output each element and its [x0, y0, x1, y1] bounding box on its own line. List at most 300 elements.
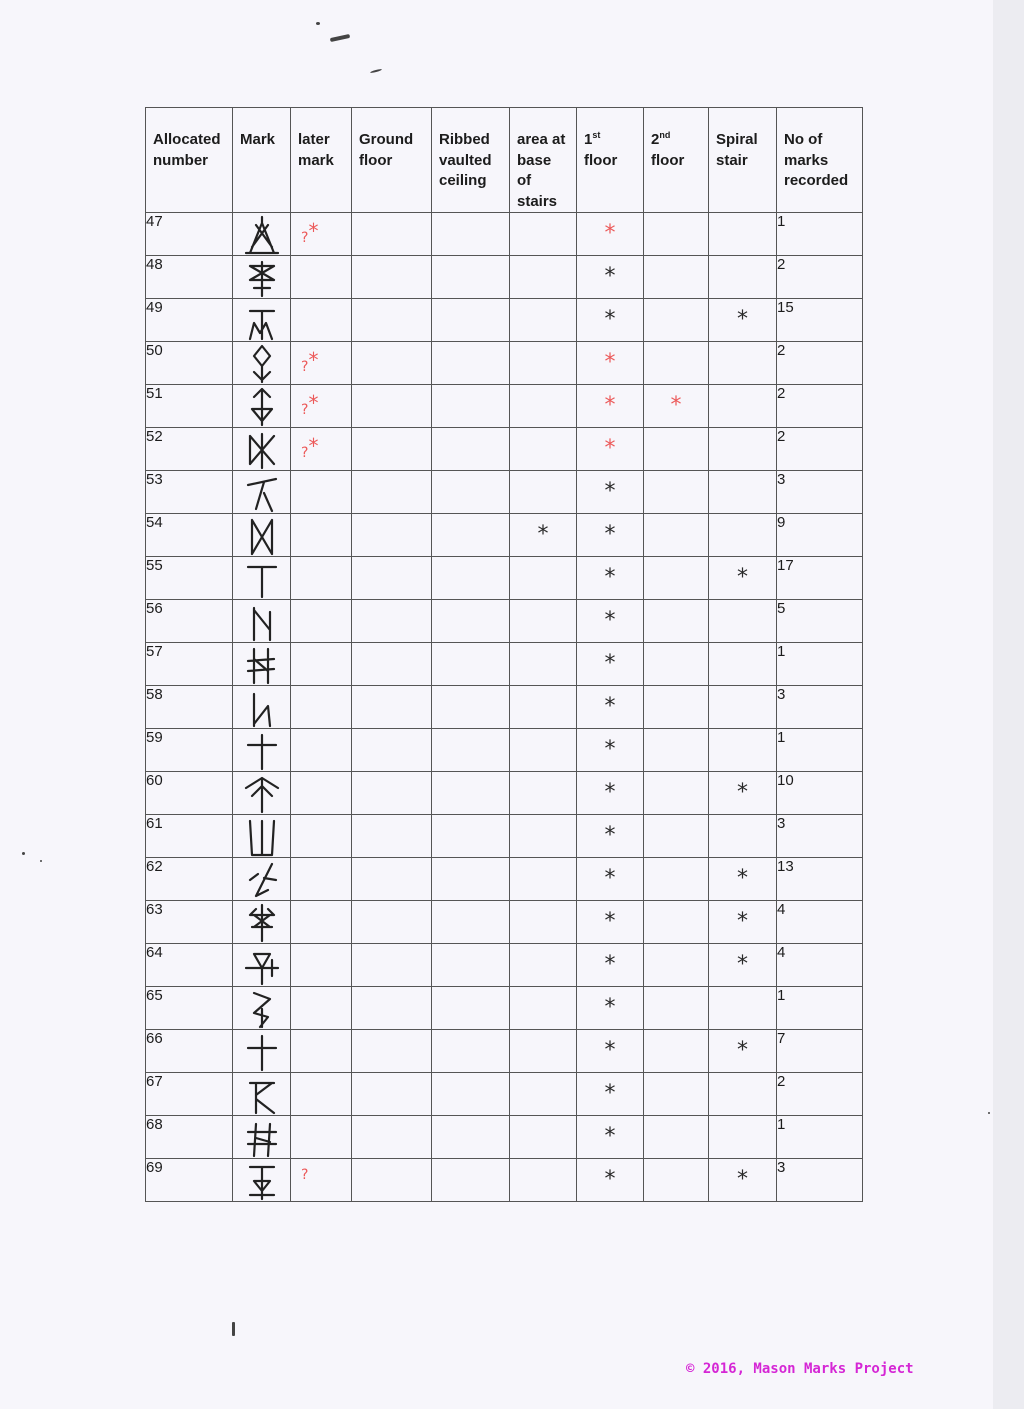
base-of-stairs-cell: [510, 428, 577, 471]
mark-cell: [233, 514, 291, 557]
allocated-number: 54: [146, 514, 233, 557]
mason-mark-67-icon: [233, 1075, 290, 1115]
mason-mark-58-icon: [233, 688, 290, 728]
ground-floor-cell: [352, 815, 432, 858]
later-mark-annotation: ?*: [301, 219, 319, 246]
marks-recorded: 1: [777, 987, 863, 1030]
base-of-stairs-cell: [510, 686, 577, 729]
spiral-stair-cell: [709, 342, 777, 385]
spiral-stair-cell: [709, 557, 777, 600]
asterisk-black-icon: *: [604, 264, 616, 289]
first-floor-cell: [577, 514, 644, 557]
asterisk-black-icon: *: [737, 780, 748, 805]
later-mark-cell: [291, 686, 352, 729]
table-row: [146, 815, 863, 858]
asterisk-black-icon: *: [604, 522, 616, 547]
ribbed-ceiling-cell: [432, 987, 510, 1030]
ground-floor-cell: [352, 428, 432, 471]
ground-floor-cell: [352, 858, 432, 901]
ground-floor-cell: [352, 1030, 432, 1073]
ground-floor-cell: [352, 1159, 432, 1202]
later-mark-cell: [291, 514, 352, 557]
allocated-number: 69: [146, 1159, 233, 1202]
later-mark-cell: [291, 213, 352, 256]
first-floor-cell: [577, 858, 644, 901]
marks-recorded: 2: [777, 1073, 863, 1116]
second-floor-cell: [644, 514, 709, 557]
header-allocated-number: Allocated number: [146, 108, 233, 213]
ribbed-ceiling-cell: [432, 299, 510, 342]
later-mark-cell: [291, 944, 352, 987]
second-floor-cell: [644, 471, 709, 514]
marks-recorded: 3: [777, 686, 863, 729]
table-row: [146, 1159, 863, 1202]
first-floor-cell: [577, 987, 644, 1030]
ribbed-ceiling-cell: [432, 557, 510, 600]
later-mark-cell: [291, 643, 352, 686]
table-row: [146, 342, 863, 385]
marks-recorded: 1: [777, 1116, 863, 1159]
spiral-stair-cell: [709, 686, 777, 729]
ribbed-ceiling-cell: [432, 428, 510, 471]
later-mark-cell: [291, 1159, 352, 1202]
marks-recorded: 2: [777, 256, 863, 299]
ribbed-ceiling-cell: [432, 1116, 510, 1159]
base-of-stairs-cell: [510, 385, 577, 428]
first-floor-cell: [577, 729, 644, 772]
header-later-mark: later mark: [291, 108, 352, 213]
table-row: [146, 385, 863, 428]
marks-recorded: 1: [777, 643, 863, 686]
asterisk-red-icon: *: [604, 221, 616, 246]
header-mark: Mark: [233, 108, 291, 213]
mason-mark-60-icon: [233, 774, 290, 814]
spiral-stair-cell: [709, 600, 777, 643]
ribbed-ceiling-cell: [432, 385, 510, 428]
spiral-stair-cell: [709, 1116, 777, 1159]
second-floor-cell: [644, 1159, 709, 1202]
base-of-stairs-cell: [510, 557, 577, 600]
mason-mark-65-icon: [233, 989, 290, 1029]
base-of-stairs-cell: [510, 858, 577, 901]
allocated-number: 59: [146, 729, 233, 772]
table-row: [146, 987, 863, 1030]
first-floor-cell: [577, 1030, 644, 1073]
mason-mark-47-icon: [233, 215, 290, 255]
later-mark-cell: [291, 256, 352, 299]
asterisk-red-icon: *: [604, 350, 616, 375]
base-of-stairs-cell: [510, 256, 577, 299]
allocated-number: 56: [146, 600, 233, 643]
first-floor-cell: [577, 1073, 644, 1116]
ground-floor-cell: [352, 385, 432, 428]
allocated-number: 57: [146, 643, 233, 686]
allocated-number: 55: [146, 557, 233, 600]
mark-cell: [233, 987, 291, 1030]
allocated-number: 58: [146, 686, 233, 729]
marks-recorded: 1: [777, 213, 863, 256]
base-of-stairs-cell: [510, 643, 577, 686]
scan-edge: [993, 0, 1024, 1409]
mark-cell: [233, 600, 291, 643]
asterisk-black-icon: *: [604, 1124, 616, 1149]
ribbed-ceiling-cell: [432, 1073, 510, 1116]
asterisk-black-icon: *: [737, 307, 748, 332]
ground-floor-cell: [352, 901, 432, 944]
second-floor-cell: [644, 772, 709, 815]
first-floor-cell: [577, 901, 644, 944]
asterisk-black-icon: *: [604, 651, 616, 676]
spiral-stair-cell: [709, 471, 777, 514]
ground-floor-cell: [352, 643, 432, 686]
spiral-stair-cell: [709, 772, 777, 815]
marks-recorded: 13: [777, 858, 863, 901]
later-mark-cell: [291, 987, 352, 1030]
second-floor-cell: [644, 686, 709, 729]
ribbed-ceiling-cell: [432, 600, 510, 643]
mark-cell: [233, 385, 291, 428]
spiral-stair-cell: [709, 987, 777, 1030]
header-area-at-base-of-stairs: area at base of stairs: [510, 108, 577, 213]
ground-floor-cell: [352, 299, 432, 342]
asterisk-black-icon: *: [737, 1167, 748, 1192]
marks-recorded: 1: [777, 729, 863, 772]
ground-floor-cell: [352, 213, 432, 256]
first-floor-cell: [577, 1159, 644, 1202]
asterisk-black-icon: *: [604, 694, 616, 719]
spiral-stair-cell: [709, 815, 777, 858]
mason-mark-54-icon: [233, 516, 290, 556]
allocated-number: 61: [146, 815, 233, 858]
ground-floor-cell: [352, 944, 432, 987]
base-of-stairs-cell: [510, 815, 577, 858]
asterisk-black-icon: *: [604, 565, 616, 590]
later-mark-cell: [291, 858, 352, 901]
spiral-stair-cell: [709, 901, 777, 944]
asterisk-black-icon: *: [737, 866, 748, 891]
later-mark-annotation: ?*: [301, 434, 319, 461]
ribbed-ceiling-cell: [432, 471, 510, 514]
later-mark-cell: [291, 557, 352, 600]
ribbed-ceiling-cell: [432, 643, 510, 686]
ribbed-ceiling-cell: [432, 1159, 510, 1202]
ground-floor-cell: [352, 729, 432, 772]
mark-cell: [233, 643, 291, 686]
first-floor-cell: [577, 944, 644, 987]
mark-cell: [233, 1159, 291, 1202]
later-mark-cell: [291, 299, 352, 342]
mark-cell: [233, 299, 291, 342]
mason-mark-57-icon: [233, 645, 290, 685]
asterisk-black-icon: *: [604, 1081, 616, 1106]
mark-cell: [233, 944, 291, 987]
first-floor-cell: [577, 428, 644, 471]
later-mark-cell: [291, 901, 352, 944]
table-row: [146, 858, 863, 901]
asterisk-black-icon: *: [737, 565, 748, 590]
later-mark-cell: [291, 772, 352, 815]
spiral-stair-cell: [709, 385, 777, 428]
allocated-number: 63: [146, 901, 233, 944]
allocated-number: 67: [146, 1073, 233, 1116]
table-row: [146, 686, 863, 729]
ribbed-ceiling-cell: [432, 342, 510, 385]
later-mark-cell: [291, 385, 352, 428]
ribbed-ceiling-cell: [432, 729, 510, 772]
first-floor-cell: [577, 299, 644, 342]
allocated-number: 66: [146, 1030, 233, 1073]
later-mark-cell: [291, 815, 352, 858]
second-floor-cell: [644, 944, 709, 987]
table-row: [146, 557, 863, 600]
header-ground-floor: Ground floor: [352, 108, 432, 213]
table-row: [146, 944, 863, 987]
first-floor-cell: [577, 643, 644, 686]
spiral-stair-cell: [709, 299, 777, 342]
marks-recorded: 17: [777, 557, 863, 600]
base-of-stairs-cell: [510, 299, 577, 342]
mason-mark-62-icon: [233, 860, 290, 900]
table-row: [146, 600, 863, 643]
first-floor-cell: [577, 1116, 644, 1159]
second-floor-cell: [644, 299, 709, 342]
mason-mark-69-icon: [233, 1161, 290, 1201]
first-floor-cell: [577, 772, 644, 815]
second-floor-cell: [644, 729, 709, 772]
second-floor-cell: [644, 385, 709, 428]
asterisk-red-icon: *: [604, 393, 616, 418]
later-mark-annotation: ?*: [301, 391, 319, 418]
spiral-stair-cell: [709, 729, 777, 772]
later-mark-annotation: ?*: [301, 348, 319, 375]
first-floor-cell: [577, 342, 644, 385]
ribbed-ceiling-cell: [432, 858, 510, 901]
table-row: [146, 729, 863, 772]
spiral-stair-cell: [709, 514, 777, 557]
asterisk-red-icon: *: [670, 393, 682, 418]
allocated-number: 62: [146, 858, 233, 901]
asterisk-black-icon: *: [604, 737, 616, 762]
asterisk-black-icon: *: [604, 1038, 616, 1063]
allocated-number: 50: [146, 342, 233, 385]
mark-cell: [233, 772, 291, 815]
asterisk-black-icon: *: [604, 952, 616, 977]
ground-floor-cell: [352, 471, 432, 514]
second-floor-cell: [644, 987, 709, 1030]
later-mark-cell: [291, 600, 352, 643]
table-row: [146, 428, 863, 471]
base-of-stairs-cell: [510, 471, 577, 514]
later-mark-cell: [291, 729, 352, 772]
ground-floor-cell: [352, 342, 432, 385]
mark-cell: [233, 729, 291, 772]
table-row: [146, 772, 863, 815]
asterisk-black-icon: *: [604, 1167, 616, 1192]
ground-floor-cell: [352, 256, 432, 299]
allocated-number: 68: [146, 1116, 233, 1159]
asterisk-black-icon: *: [604, 479, 616, 504]
later-mark-cell: [291, 428, 352, 471]
ribbed-ceiling-cell: [432, 256, 510, 299]
mark-cell: [233, 901, 291, 944]
asterisk-black-icon: *: [537, 522, 549, 547]
base-of-stairs-cell: [510, 600, 577, 643]
mark-cell: [233, 1030, 291, 1073]
ground-floor-cell: [352, 514, 432, 557]
second-floor-cell: [644, 643, 709, 686]
table-row: [146, 471, 863, 514]
mason-mark-66-icon: [233, 1032, 290, 1072]
table-row: [146, 213, 863, 256]
marks-recorded: 7: [777, 1030, 863, 1073]
table-row: [146, 1030, 863, 1073]
allocated-number: 48: [146, 256, 233, 299]
ground-floor-cell: [352, 1073, 432, 1116]
asterisk-black-icon: *: [604, 909, 616, 934]
mason-mark-63-icon: [233, 903, 290, 943]
second-floor-cell: [644, 342, 709, 385]
base-of-stairs-cell: [510, 1073, 577, 1116]
first-floor-cell: [577, 815, 644, 858]
base-of-stairs-cell: [510, 772, 577, 815]
second-floor-cell: [644, 1073, 709, 1116]
mason-mark-55-icon: [233, 559, 290, 599]
marks-recorded: 4: [777, 901, 863, 944]
allocated-number: 47: [146, 213, 233, 256]
ground-floor-cell: [352, 600, 432, 643]
second-floor-cell: [644, 815, 709, 858]
marks-recorded: 3: [777, 471, 863, 514]
mason-marks-table: [145, 107, 863, 1202]
allocated-number: 53: [146, 471, 233, 514]
table-row: [146, 1073, 863, 1116]
second-floor-cell: [644, 557, 709, 600]
marks-recorded: 4: [777, 944, 863, 987]
mason-mark-61-icon: [233, 817, 290, 857]
mark-cell: [233, 471, 291, 514]
base-of-stairs-cell: [510, 729, 577, 772]
mason-mark-49-icon: [233, 301, 290, 341]
second-floor-cell: [644, 600, 709, 643]
mark-cell: [233, 256, 291, 299]
later-mark-cell: [291, 471, 352, 514]
asterisk-black-icon: *: [604, 866, 616, 891]
mark-cell: [233, 213, 291, 256]
spiral-stair-cell: [709, 1159, 777, 1202]
header-row: [146, 108, 863, 213]
marks-recorded: 2: [777, 342, 863, 385]
spiral-stair-cell: [709, 213, 777, 256]
mason-mark-68-icon: [233, 1118, 290, 1158]
allocated-number: 65: [146, 987, 233, 1030]
first-floor-cell: [577, 686, 644, 729]
first-floor-cell: [577, 385, 644, 428]
later-mark-annotation: ?: [301, 1167, 309, 1183]
base-of-stairs-cell: [510, 213, 577, 256]
spiral-stair-cell: [709, 944, 777, 987]
base-of-stairs-cell: [510, 944, 577, 987]
base-of-stairs-cell: [510, 1116, 577, 1159]
table-row: [146, 514, 863, 557]
table-row: [146, 299, 863, 342]
table-row: [146, 643, 863, 686]
first-floor-cell: [577, 471, 644, 514]
mark-cell: [233, 858, 291, 901]
ribbed-ceiling-cell: [432, 901, 510, 944]
marks-recorded: 5: [777, 600, 863, 643]
spiral-stair-cell: [709, 256, 777, 299]
marks-recorded: 2: [777, 385, 863, 428]
second-floor-cell: [644, 428, 709, 471]
allocated-number: 60: [146, 772, 233, 815]
later-mark-cell: [291, 1116, 352, 1159]
allocated-number: 49: [146, 299, 233, 342]
second-floor-cell: [644, 1116, 709, 1159]
spiral-stair-cell: [709, 643, 777, 686]
mason-mark-53-icon: [233, 473, 290, 513]
table-row: [146, 1116, 863, 1159]
later-mark-cell: [291, 1073, 352, 1116]
marks-recorded: 10: [777, 772, 863, 815]
header-ribbed-vaulted-ceiling: Ribbed vaulted ceiling: [432, 108, 510, 213]
header-second-floor: 2nd floor: [644, 108, 709, 213]
marks-recorded: 2: [777, 428, 863, 471]
spiral-stair-cell: [709, 858, 777, 901]
asterisk-black-icon: *: [737, 1038, 748, 1063]
marks-recorded: 15: [777, 299, 863, 342]
header-first-floor: 1st floor: [577, 108, 644, 213]
asterisk-red-icon: *: [604, 436, 616, 461]
ground-floor-cell: [352, 557, 432, 600]
asterisk-black-icon: *: [604, 608, 616, 633]
base-of-stairs-cell: [510, 1030, 577, 1073]
second-floor-cell: [644, 1030, 709, 1073]
second-floor-cell: [644, 213, 709, 256]
first-floor-cell: [577, 256, 644, 299]
marks-recorded: 9: [777, 514, 863, 557]
spiral-stair-cell: [709, 428, 777, 471]
mason-mark-64-icon: [233, 946, 290, 986]
mason-mark-50-icon: [233, 344, 290, 384]
asterisk-black-icon: *: [604, 307, 616, 332]
mason-mark-59-icon: [233, 731, 290, 771]
ribbed-ceiling-cell: [432, 514, 510, 557]
later-mark-cell: [291, 1030, 352, 1073]
allocated-number: 51: [146, 385, 233, 428]
mason-mark-51-icon: [233, 387, 290, 427]
header-marks-recorded: No of marks recorded: [777, 108, 863, 213]
allocated-number: 64: [146, 944, 233, 987]
base-of-stairs-cell: [510, 514, 577, 557]
mark-cell: [233, 557, 291, 600]
ground-floor-cell: [352, 987, 432, 1030]
mason-mark-48-icon: [233, 258, 290, 298]
base-of-stairs-cell: [510, 901, 577, 944]
ribbed-ceiling-cell: [432, 944, 510, 987]
mark-cell: [233, 1116, 291, 1159]
first-floor-cell: [577, 213, 644, 256]
mark-cell: [233, 1073, 291, 1116]
mark-cell: [233, 686, 291, 729]
mason-mark-56-icon: [233, 602, 290, 642]
header-spiral-stair: Spiral stair: [709, 108, 777, 213]
asterisk-black-icon: *: [604, 995, 616, 1020]
mason-mark-52-icon: [233, 430, 290, 470]
asterisk-black-icon: *: [737, 909, 748, 934]
marks-recorded: 3: [777, 1159, 863, 1202]
ground-floor-cell: [352, 686, 432, 729]
asterisk-black-icon: *: [604, 780, 616, 805]
